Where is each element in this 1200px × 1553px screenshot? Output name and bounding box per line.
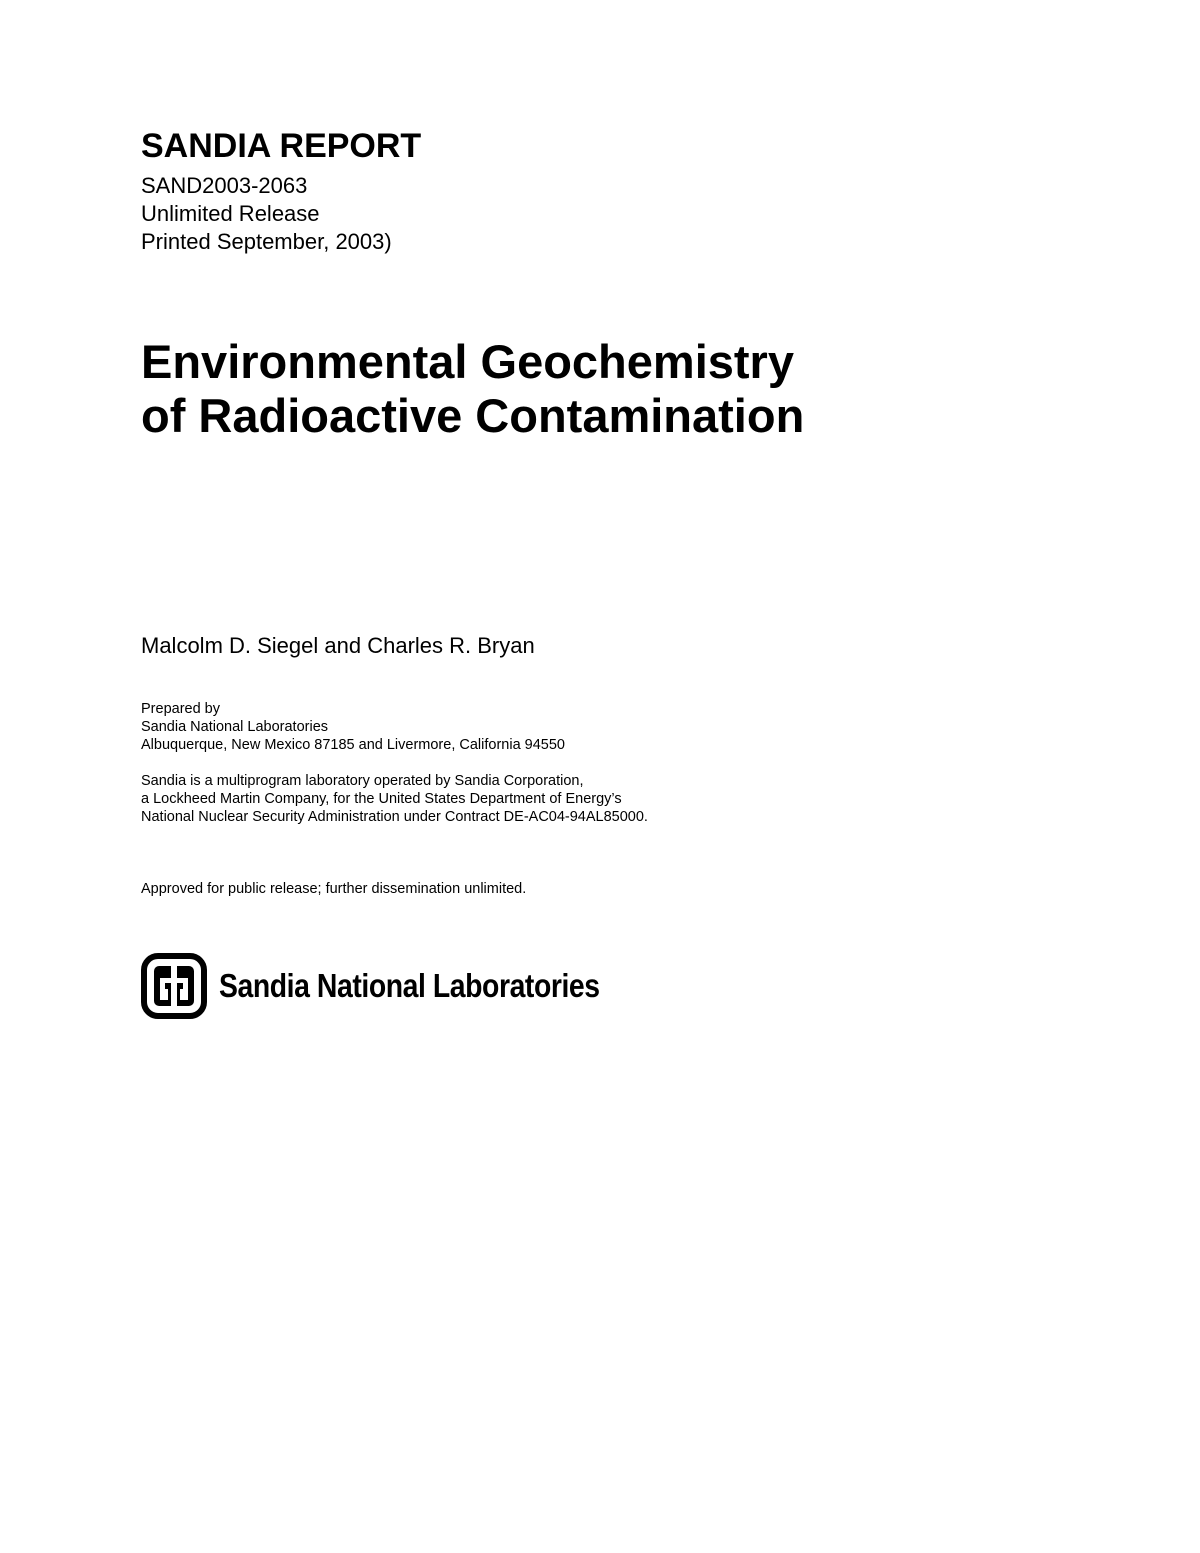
document-title-line-1: Environmental Geochemistry bbox=[141, 335, 794, 388]
report-printed-date: Printed September, 2003) bbox=[141, 229, 392, 254]
authors: Malcolm D. Siegel and Charles R. Bryan bbox=[141, 633, 535, 658]
report-number: SAND2003-2063 bbox=[141, 173, 308, 198]
sandia-logo-text: Sandia National Laboratories bbox=[219, 967, 600, 1004]
document-title-line-2: of Radioactive Contamination bbox=[141, 389, 805, 442]
prepared-by-organization: Sandia National Laboratories bbox=[141, 719, 329, 735]
prepared-by-locations: Albuquerque, New Mexico 87185 and Livermore, California 94550 bbox=[141, 737, 565, 753]
report-release: Unlimited Release bbox=[141, 201, 320, 226]
operator-statement-line-1: Sandia is a multiprogram laboratory operated by Sandia Corporation, bbox=[141, 773, 584, 789]
report-label: SANDIA REPORT bbox=[141, 127, 422, 165]
operator-statement-line-3: National Nuclear Security Administration under Contract DE-AC04-94AL85000. bbox=[141, 809, 648, 825]
sandia-thunderbird-icon bbox=[141, 953, 207, 1019]
operator-statement bbox=[141, 772, 648, 826]
prepared-by-block bbox=[141, 700, 565, 754]
document-title bbox=[141, 335, 804, 443]
release-statement: Approved for public release; further dissemination unlimited. bbox=[141, 881, 527, 897]
prepared-by-label: Prepared by bbox=[141, 701, 220, 717]
operator-statement-line-2: a Lockheed Martin Company, for the United States Department of Energy’s bbox=[141, 791, 622, 807]
report-meta bbox=[141, 172, 421, 256]
report-header bbox=[141, 124, 421, 256]
sandia-logo bbox=[141, 952, 600, 1020]
